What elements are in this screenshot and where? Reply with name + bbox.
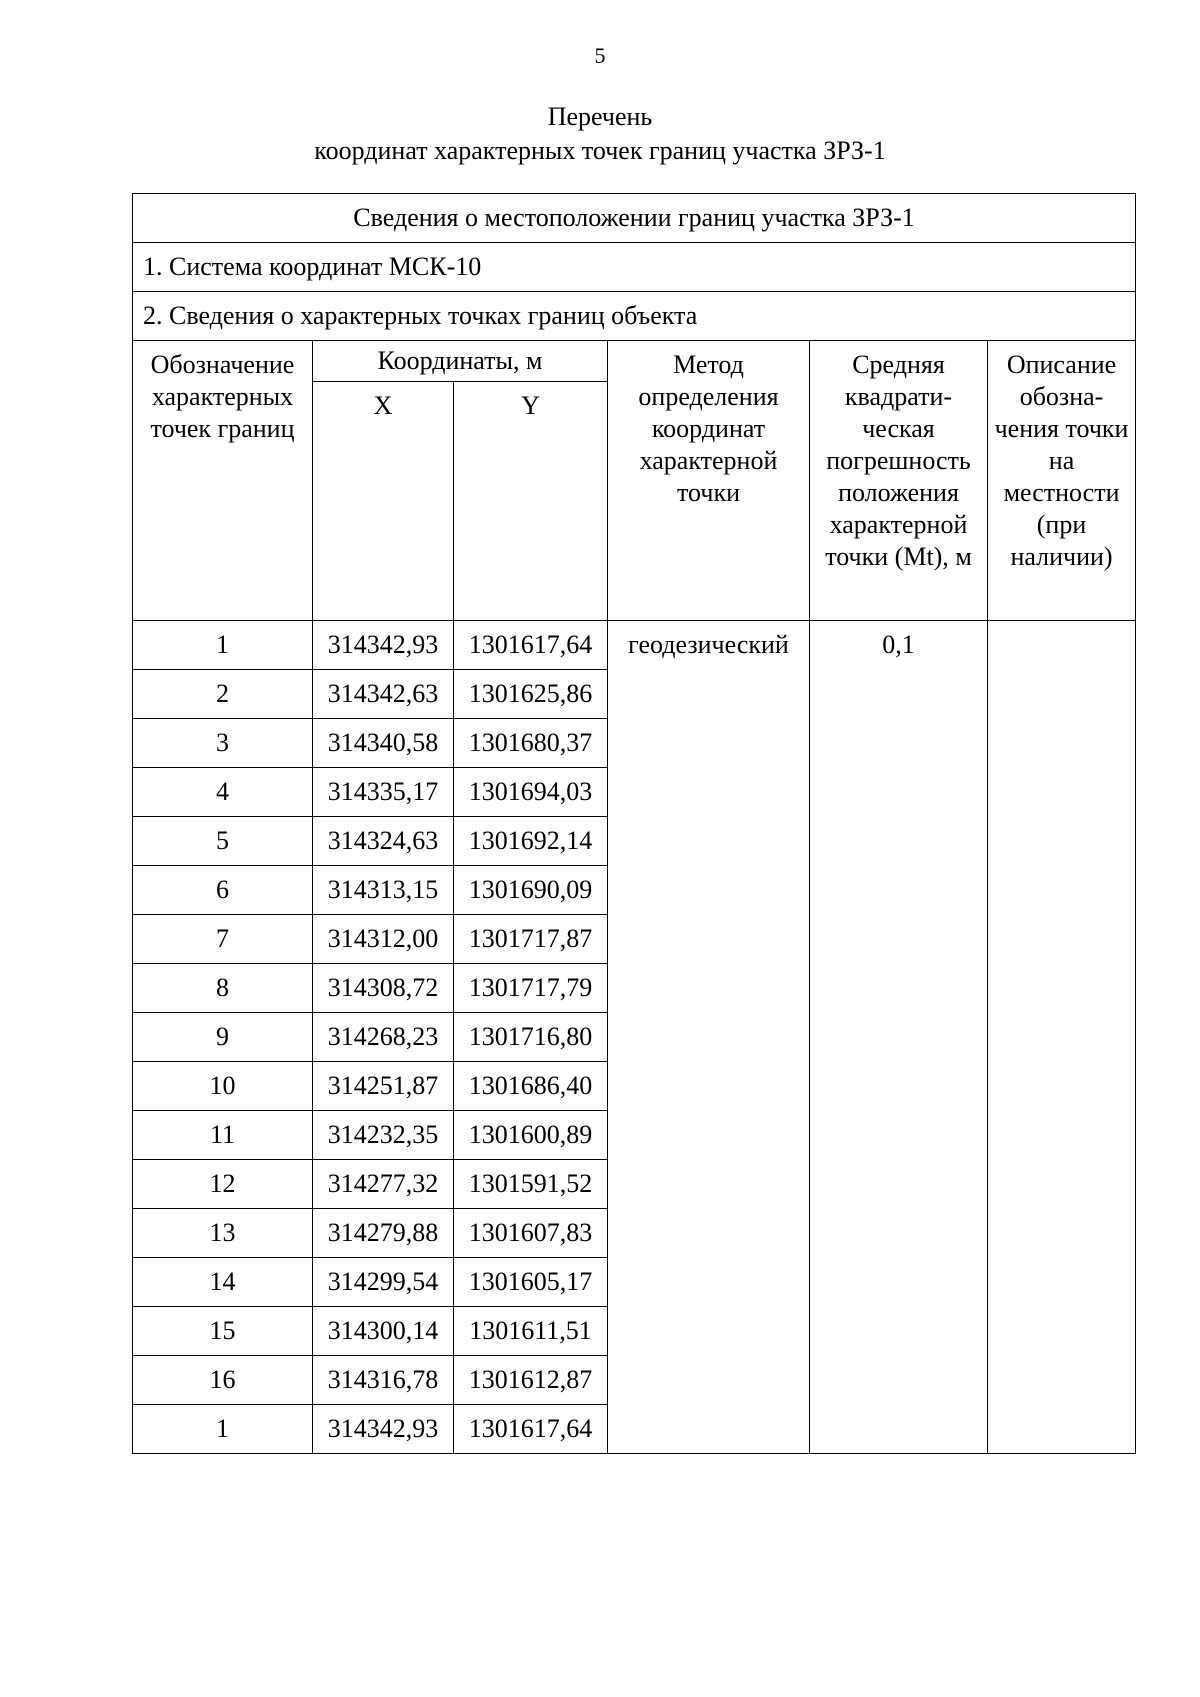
title-line-1: Перечень: [547, 102, 653, 131]
x-coordinate-cell: 314277,32: [313, 1160, 454, 1209]
points-info-row: 2. Сведения о характерных точках границ объекта: [133, 292, 1136, 341]
point-number-cell: 13: [133, 1209, 313, 1258]
description-cell: [988, 621, 1136, 1454]
header-mean-error: Средняя квадрати-ческая погрешность положения характерной точки (Mt), м: [810, 341, 988, 621]
mean-error-cell: 0,1: [810, 621, 988, 1454]
method-cell: геодезический: [608, 621, 810, 1454]
y-coordinate-cell: 1301607,83: [454, 1209, 608, 1258]
point-number-cell: 2: [133, 670, 313, 719]
y-coordinate-cell: 1301611,51: [454, 1307, 608, 1356]
point-number-cell: 16: [133, 1356, 313, 1405]
x-coordinate-cell: 314308,72: [313, 964, 454, 1013]
x-coordinate-cell: 314342,93: [313, 621, 454, 670]
title-line-2: координат характерных точек границ участка ЗРЗ-1: [314, 136, 886, 165]
y-coordinate-cell: 1301717,79: [454, 964, 608, 1013]
point-number-cell: 11: [133, 1111, 313, 1160]
y-coordinate-cell: 1301717,87: [454, 915, 608, 964]
x-coordinate-cell: 314268,23: [313, 1013, 454, 1062]
y-coordinate-cell: 1301600,89: [454, 1111, 608, 1160]
point-number-cell: 15: [133, 1307, 313, 1356]
x-coordinate-cell: 314340,58: [313, 719, 454, 768]
point-number-cell: 1: [133, 1405, 313, 1454]
header-description: Описание обозна-чения точки на местности (при наличии): [988, 341, 1136, 621]
x-coordinate-cell: 314342,93: [313, 1405, 454, 1454]
y-coordinate-cell: 1301716,80: [454, 1013, 608, 1062]
point-number-cell: 9: [133, 1013, 313, 1062]
y-coordinate-cell: 1301617,64: [454, 1405, 608, 1454]
x-coordinate-cell: 314251,87: [313, 1062, 454, 1111]
y-coordinate-cell: 1301605,17: [454, 1258, 608, 1307]
y-coordinate-cell: 1301690,09: [454, 866, 608, 915]
page-number: 5: [594, 43, 606, 68]
point-number-cell: 6: [133, 866, 313, 915]
document-title: [0, 100, 1200, 168]
y-coordinate-cell: 1301680,37: [454, 719, 608, 768]
y-coordinate-cell: 1301612,87: [454, 1356, 608, 1405]
x-coordinate-cell: 314300,14: [313, 1307, 454, 1356]
header-point-designation: Обозначение характерных точек границ: [133, 341, 313, 621]
y-coordinate-cell: 1301625,86: [454, 670, 608, 719]
point-number-cell: 4: [133, 768, 313, 817]
point-number-cell: 8: [133, 964, 313, 1013]
x-coordinate-cell: 314232,35: [313, 1111, 454, 1160]
point-number-cell: 14: [133, 1258, 313, 1307]
x-coordinate-cell: 314313,15: [313, 866, 454, 915]
y-coordinate-cell: 1301692,14: [454, 817, 608, 866]
coordinate-system-row: 1. Система координат МСК-10: [133, 243, 1136, 292]
point-number-cell: 7: [133, 915, 313, 964]
point-number-cell: 3: [133, 719, 313, 768]
x-coordinate-cell: 314335,17: [313, 768, 454, 817]
x-coordinate-cell: 314342,63: [313, 670, 454, 719]
x-coordinate-cell: 314299,54: [313, 1258, 454, 1307]
x-coordinate-cell: 314324,63: [313, 817, 454, 866]
coordinates-table: [132, 193, 1136, 1454]
y-coordinate-cell: 1301686,40: [454, 1062, 608, 1111]
x-coordinate-cell: 314312,00: [313, 915, 454, 964]
point-number-cell: 10: [133, 1062, 313, 1111]
point-number-cell: 1: [133, 621, 313, 670]
header-coordinates: Координаты, м: [313, 341, 608, 382]
point-number-cell: 5: [133, 817, 313, 866]
header-x: X: [313, 382, 454, 621]
header-y: Y: [454, 382, 608, 621]
x-coordinate-cell: 314316,78: [313, 1356, 454, 1405]
y-coordinate-cell: 1301591,52: [454, 1160, 608, 1209]
header-method: Метод определения координат характерной точки: [608, 341, 810, 621]
table-row: [133, 621, 1136, 670]
table-caption: Сведения о местоположении границ участка ЗРЗ-1: [133, 194, 1136, 243]
x-coordinate-cell: 314279,88: [313, 1209, 454, 1258]
point-number-cell: 12: [133, 1160, 313, 1209]
y-coordinate-cell: 1301617,64: [454, 621, 608, 670]
y-coordinate-cell: 1301694,03: [454, 768, 608, 817]
